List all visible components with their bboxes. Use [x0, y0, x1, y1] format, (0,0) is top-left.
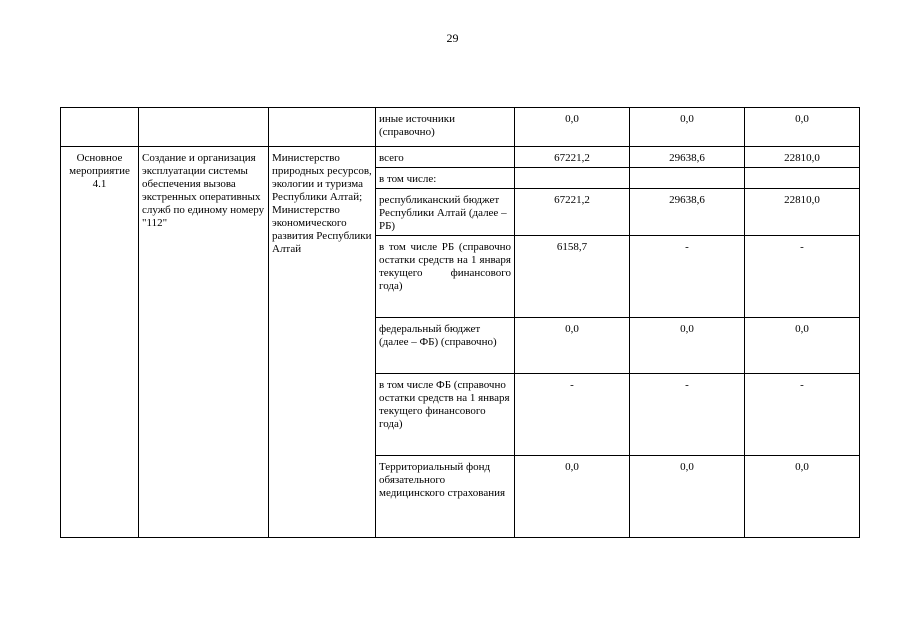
- value-cell: 29638,6: [630, 147, 745, 168]
- source-cell: республиканский бюджет Республики Алтай (далее – РБ): [376, 189, 515, 236]
- value-cell: 29638,6: [630, 189, 745, 236]
- activity-name-cell: Создание и организация эксплуатации системы обеспечения вызова экстренных оперативных служб по единому номеру "112": [139, 147, 269, 538]
- value-cell: 67221,2: [515, 147, 630, 168]
- empty-cell: [61, 108, 139, 147]
- source-cell: иные источники (справочно): [376, 108, 515, 147]
- value-cell: 0,0: [515, 108, 630, 147]
- value-cell: 0,0: [630, 456, 745, 538]
- value-cell: -: [745, 374, 860, 456]
- value-cell: [745, 168, 860, 189]
- value-cell: 0,0: [745, 456, 860, 538]
- activity-executor-cell: Министерство природных ресурсов, экологии и туризма Республики Алтай; Министерство экономического развития Республики Алтай: [269, 147, 376, 538]
- source-cell: всего: [376, 147, 515, 168]
- source-cell: Территориальный фонд обязательного медицинского страхования: [376, 456, 515, 538]
- budget-table: [60, 107, 860, 538]
- empty-cell: [139, 108, 269, 147]
- table-row: [61, 147, 860, 168]
- value-cell: 0,0: [515, 456, 630, 538]
- value-cell: 67221,2: [515, 189, 630, 236]
- value-cell: 0,0: [515, 318, 630, 374]
- value-cell: [630, 168, 745, 189]
- value-cell: -: [515, 374, 630, 456]
- value-cell: 0,0: [745, 318, 860, 374]
- empty-cell: [269, 108, 376, 147]
- source-cell: федеральный бюджет (далее – ФБ) (справочно): [376, 318, 515, 374]
- source-cell: в том числе ФБ (справочно остатки средств на 1 января текущего финансового года): [376, 374, 515, 456]
- value-cell: 22810,0: [745, 147, 860, 168]
- value-cell: 0,0: [630, 318, 745, 374]
- value-cell: -: [630, 236, 745, 318]
- value-cell: -: [745, 236, 860, 318]
- table-row: [61, 108, 860, 147]
- value-cell: 6158,7: [515, 236, 630, 318]
- value-cell: 22810,0: [745, 189, 860, 236]
- source-cell: в том числе РБ (справочно остатки средств на 1 января текущего финансового года): [376, 236, 515, 318]
- value-cell: -: [630, 374, 745, 456]
- value-cell: [515, 168, 630, 189]
- source-cell: в том числе:: [376, 168, 515, 189]
- value-cell: 0,0: [630, 108, 745, 147]
- activity-code-cell: Основное мероприятие 4.1: [61, 147, 139, 538]
- page-number: 29: [446, 31, 459, 45]
- value-cell: 0,0: [745, 108, 860, 147]
